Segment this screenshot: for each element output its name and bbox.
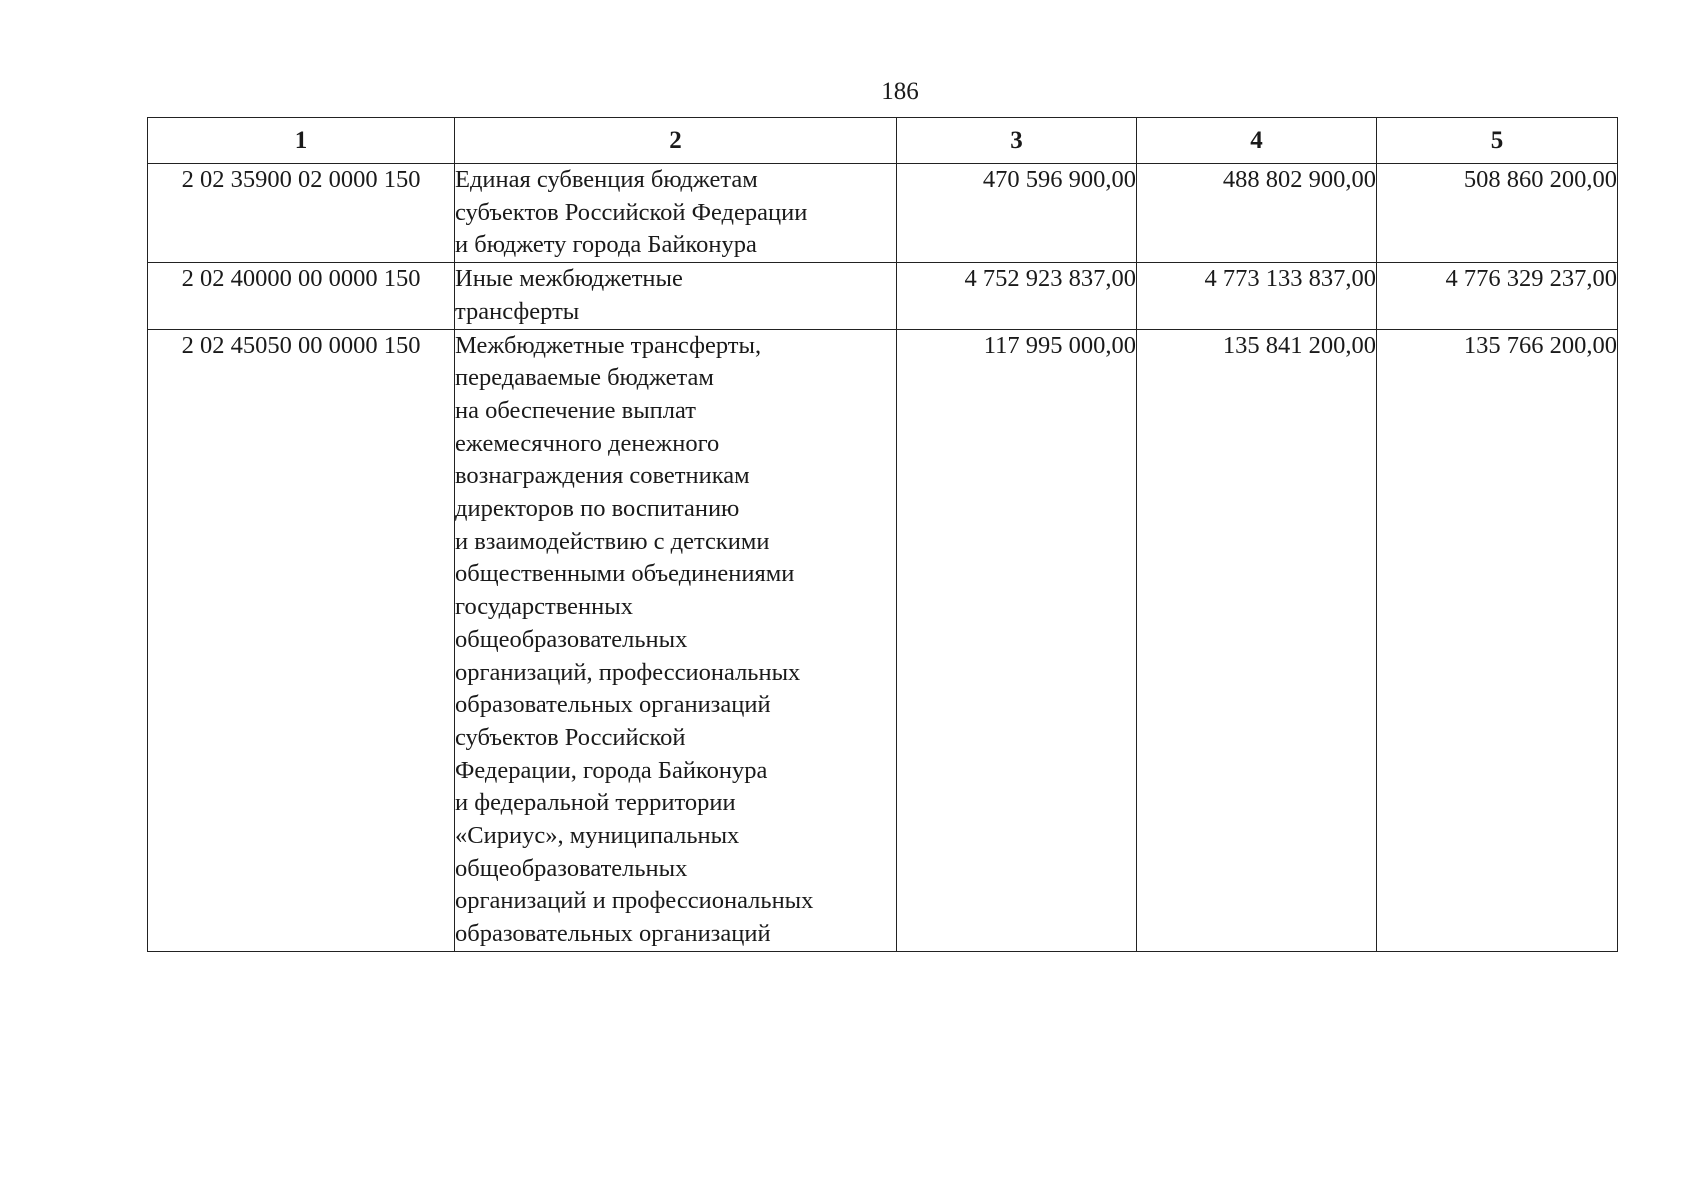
description-line: общеобразовательных [455, 625, 688, 653]
description-line: директоров по воспитанию [455, 495, 740, 523]
description-line: Иные межбюджетные [455, 265, 683, 293]
budget-code-cell: 2 02 45050 00 0000 150 [148, 329, 455, 951]
description-line: ежемесячного денежного [455, 429, 720, 457]
amount-cell-4: 4 773 133 837,00 [1137, 263, 1377, 329]
description-line: трансферты [455, 297, 580, 325]
column-header-5: 5 [1377, 118, 1618, 164]
amount-cell-3: 4 752 923 837,00 [897, 263, 1137, 329]
description-line: передаваемые бюджетам [455, 364, 714, 392]
description-line: субъектов Российской [455, 723, 686, 751]
table-row [148, 164, 1618, 263]
column-header-3: 3 [897, 118, 1137, 164]
amount-cell-3: 117 995 000,00 [897, 329, 1137, 951]
description-line: образовательных организаций [455, 920, 771, 948]
budget-code-cell: 2 02 40000 00 0000 150 [148, 263, 455, 329]
amount-cell-3: 470 596 900,00 [897, 164, 1137, 263]
amount-cell-4: 488 802 900,00 [1137, 164, 1377, 263]
budget-code-cell: 2 02 35900 02 0000 150 [148, 164, 455, 263]
column-header-4: 4 [1137, 118, 1377, 164]
description-line: организаций, профессиональных [455, 658, 801, 686]
amount-cell-5: 508 860 200,00 [1377, 164, 1618, 263]
description-line: и взаимодействию с детскими [455, 527, 770, 555]
description-line: субъектов Российской Федерации [455, 198, 808, 226]
description-cell [455, 329, 897, 951]
budget-table [147, 117, 1618, 952]
description-line: общественными объединениями [455, 560, 795, 588]
description-line: общеобразовательных [455, 854, 688, 882]
description-line: и бюджету города Байконура [455, 231, 757, 259]
description-line: на обеспечение выплат [455, 396, 696, 424]
table-header-row [148, 118, 1618, 164]
description-line: образовательных организаций [455, 691, 771, 719]
column-header-2: 2 [455, 118, 897, 164]
description-cell [455, 263, 897, 329]
description-line: Единая субвенция бюджетам [455, 166, 758, 193]
description-line: Федерации, города Байконура [455, 756, 768, 784]
description-line: Межбюджетные трансферты, [455, 331, 762, 359]
amount-cell-5: 4 776 329 237,00 [1377, 263, 1618, 329]
description-line: и федеральной территории [455, 789, 736, 817]
description-line: «Сириус», муниципальных [455, 822, 740, 850]
column-header-1: 1 [148, 118, 455, 164]
table-row [148, 263, 1618, 329]
description-line: организаций и профессиональных [455, 887, 814, 915]
amount-cell-5: 135 766 200,00 [1377, 329, 1618, 951]
amount-cell-4: 135 841 200,00 [1137, 329, 1377, 951]
description-line: государственных [455, 593, 633, 621]
description-line: вознаграждения советникам [455, 462, 750, 490]
table-row [148, 329, 1618, 951]
description-cell [455, 164, 897, 263]
page-number: 186 [881, 78, 919, 105]
